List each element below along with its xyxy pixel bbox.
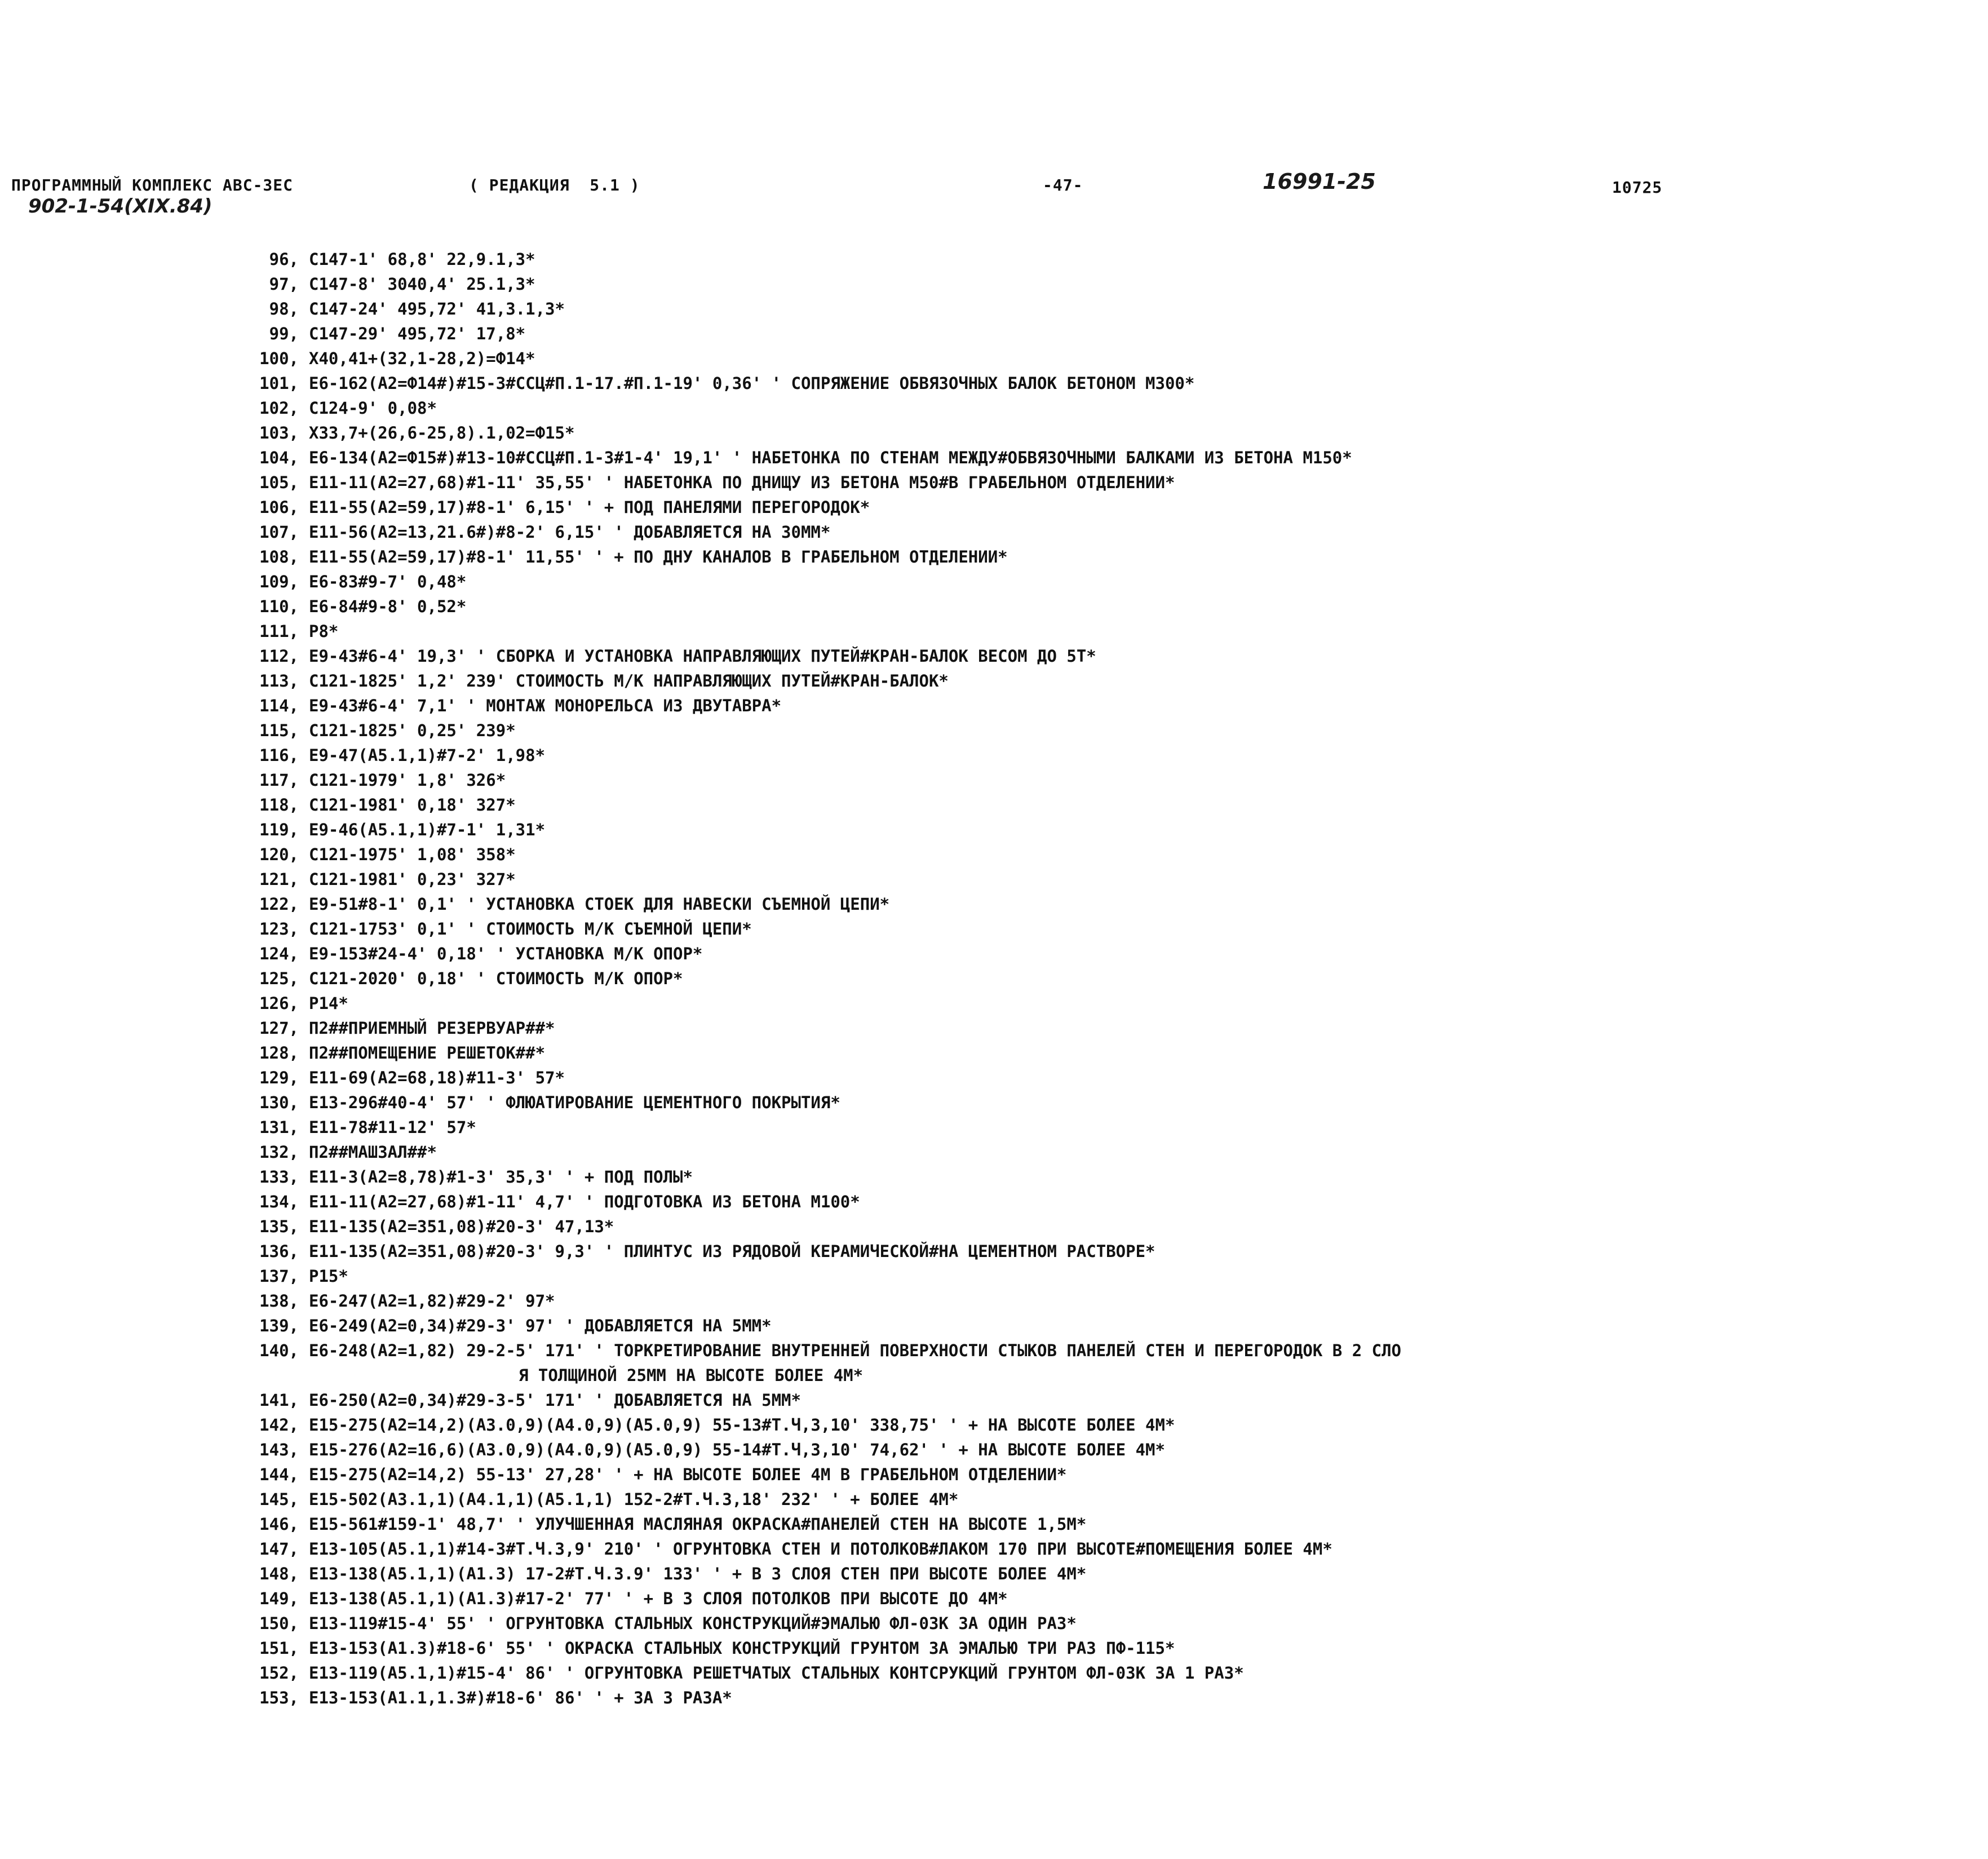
line-text: Е6-248(А2=1,82) 29-2-5' 171' ' ТОРКРЕТИРОВАНИЕ ВНУТРЕННЕЙ ПОВЕРХНОСТИ СТЫКОВ ПАНЕЛЕЙ СТЕН И ПЕРЕГОРОДОК В 2 СЛО — [309, 1341, 1402, 1360]
listing-line — [0, 1016, 1988, 1041]
line-text: С147-8' 3040,4' 25.1,3* — [309, 275, 535, 294]
line-number: 140, — [259, 1341, 299, 1360]
listing-line — [0, 941, 1988, 966]
listing-line — [0, 619, 1988, 644]
line-number: 148, — [259, 1564, 299, 1583]
line-number: 141, — [259, 1391, 299, 1410]
line-text: Е6-134(А2=Ф15#)#13-10#ССЦ#П.1-3#1-4' 19,1' ' НАБЕТОНКА ПО СТЕНАМ МЕЖДУ#ОБВЯЗОЧНЫМИ БАЛКАМИ ИЗ БЕТОНА М150* — [309, 448, 1352, 467]
line-number: 149, — [259, 1589, 299, 1608]
listing-line — [0, 1636, 1988, 1661]
line-text: С121-1979' 1,8' 326* — [309, 771, 506, 790]
line-text: Е15-276(А2=16,6)(А3.0,9)(А4.0,9)(А5.0,9) 55-14#Т.Ч,3,10' 74,62' ' + НА ВЫСОТЕ БОЛЕЕ 4М* — [309, 1440, 1165, 1459]
listing-line — [0, 545, 1988, 569]
line-text: Е15-502(А3.1,1)(А4.1,1)(А5.1,1) 152-2#Т.Ч.3,18' 232' ' + БОЛЕЕ 4М* — [309, 1490, 959, 1509]
listing-line — [0, 371, 1988, 396]
listing-line — [0, 346, 1988, 371]
listing-line — [0, 247, 1988, 272]
line-text: Е9-46(А5.1,1)#7-1' 1,31* — [309, 820, 546, 839]
line-text: Е13-138(А5.1,1)(А1.3) 17-2#Т.Ч.3.9' 133' ' + В 3 СЛОЯ СТЕН ПРИ ВЫСОТЕ БОЛЕЕ 4М* — [309, 1564, 1087, 1583]
line-number: 145, — [259, 1490, 299, 1509]
line-number: 117, — [259, 771, 299, 790]
listing-line — [0, 1388, 1988, 1413]
listing-line — [0, 594, 1988, 619]
handwritten-doc-number: 16991-25 — [1263, 169, 1376, 194]
page-number: -47- — [1043, 176, 1083, 194]
listing-line — [0, 272, 1988, 296]
line-number: 106, — [259, 498, 299, 517]
document-code: 10725 — [1612, 178, 1663, 197]
line-text: С121-1825' 0,25' 239* — [309, 721, 516, 740]
program-title: ПРОГРАММНЫЙ КОМПЛЕКС АВС-3ЕС — [11, 176, 294, 194]
line-number: 123, — [259, 919, 299, 939]
listing-line — [0, 1413, 1988, 1437]
listing-line — [0, 520, 1988, 545]
line-number: 110, — [259, 597, 299, 616]
line-number: 132, — [259, 1143, 299, 1162]
line-number: 134, — [259, 1192, 299, 1211]
line-text: Е11-3(А2=8,78)#1-3' 35,3' ' + ПОД ПОЛЫ* — [309, 1167, 693, 1187]
line-text: Е11-11(А2=27,68)#1-11' 4,7' ' ПОДГОТОВКА ИЗ БЕТОНА М100* — [309, 1192, 860, 1211]
line-text: Е11-135(А2=351,08)#20-3' 9,3' ' ПЛИНТУС ИЗ РЯДОВОЙ КЕРАМИЧЕСКОЙ#НА ЦЕМЕНТНОМ РАСТВОРЕ* — [309, 1242, 1155, 1261]
listing-line — [0, 1487, 1988, 1512]
line-number: 105, — [259, 473, 299, 492]
line-text: Е13-153(А1.3)#18-6' 55' ' ОКРАСКА СТАЛЬНЫХ КОНСТРУКЦИЙ ГРУНТОМ ЗА ЭМАЛЬЮ ТРИ РАЗ ПФ-115* — [309, 1639, 1175, 1658]
listing-line — [0, 396, 1988, 421]
listing-line — [0, 693, 1988, 718]
listing-line — [0, 1561, 1988, 1586]
listing-line — [0, 1289, 1988, 1313]
line-number: 152, — [259, 1663, 299, 1683]
listing-line — [0, 1065, 1988, 1090]
listing-line — [0, 1611, 1988, 1636]
line-number: 101, — [259, 374, 299, 393]
line-text: Е11-69(А2=68,18)#11-3' 57* — [309, 1068, 565, 1087]
line-text: С147-29' 495,72' 17,8* — [309, 324, 526, 343]
line-text: П2##МАШЗАЛ##* — [309, 1143, 437, 1162]
listing-line — [0, 718, 1988, 743]
line-text: Р15* — [309, 1267, 348, 1286]
listing-line — [0, 842, 1988, 867]
listing-line — [0, 1537, 1988, 1561]
line-number: 115, — [259, 721, 299, 740]
line-number: 139, — [259, 1316, 299, 1335]
line-number: 133, — [259, 1167, 299, 1187]
listing-line — [0, 892, 1988, 917]
line-text: С121-1981' 0,18' 327* — [309, 795, 516, 815]
line-number: 138, — [259, 1291, 299, 1311]
line-number: 102, — [259, 399, 299, 418]
line-number: 129, — [259, 1068, 299, 1087]
line-number: 128, — [259, 1043, 299, 1063]
line-text: Е11-55(А2=59,17)#8-1' 11,55' ' + ПО ДНУ КАНАЛОВ В ГРАБЕЛЬНОМ ОТДЕЛЕНИИ* — [309, 547, 1008, 566]
line-text: Х33,7+(26,6-25,8).1,02=Ф15* — [309, 423, 575, 442]
line-number: 153, — [259, 1688, 299, 1707]
line-text: Е6-84#9-8' 0,52* — [309, 597, 467, 616]
listing-line — [0, 495, 1988, 520]
listing-line — [0, 421, 1988, 445]
line-text: С121-1825' 1,2' 239' СТОИМОСТЬ М/К НАПРАВЛЯЮЩИХ ПУТЕЙ#КРАН-БАЛОК* — [309, 671, 949, 691]
line-number: 136, — [259, 1242, 299, 1261]
line-number: 120, — [259, 845, 299, 864]
line-number: 125, — [259, 969, 299, 988]
listing-line — [0, 1685, 1988, 1710]
listing-line — [0, 768, 1988, 793]
listing-line — [0, 1165, 1988, 1189]
line-text: Я ТОЛЩИНОЙ 25ММ НА ВЫСОТЕ БОЛЕЕ 4М* — [519, 1366, 864, 1385]
listing-line — [0, 1041, 1988, 1065]
line-number: 107, — [259, 523, 299, 542]
listing-line — [0, 917, 1988, 941]
line-text: Е11-55(А2=59,17)#8-1' 6,15' ' + ПОД ПАНЕЛЯМИ ПЕРЕГОРОДОК* — [309, 498, 870, 517]
listing-line — [0, 1189, 1988, 1214]
edition-label: ( РЕДАКЦИЯ 5.1 ) — [469, 176, 640, 194]
listing-line — [0, 867, 1988, 892]
listing-line — [0, 991, 1988, 1016]
listing-line — [0, 1115, 1988, 1140]
line-text: Е15-561#159-1' 48,7' ' УЛУЧШЕННАЯ МАСЛЯНАЯ ОКРАСКА#ПАНЕЛЕЙ СТЕН НА ВЫСОТЕ 1,5М* — [309, 1515, 1087, 1534]
line-text: Х40,41+(32,1-28,2)=Ф14* — [309, 349, 535, 368]
line-number: 135, — [259, 1217, 299, 1236]
line-number: 122, — [259, 895, 299, 914]
line-number: 116, — [259, 746, 299, 765]
line-number: 127, — [259, 1019, 299, 1038]
line-number: 100, — [259, 349, 299, 368]
line-text: С124-9' 0,08* — [309, 399, 437, 418]
line-text: Е13-138(А5.1,1)(А1.3)#17-2' 77' ' + В 3 СЛОЯ ПОТОЛКОВ ПРИ ВЫСОТЕ ДО 4М* — [309, 1589, 1008, 1608]
line-number: 143, — [259, 1440, 299, 1459]
listing-line — [0, 1586, 1988, 1611]
line-text: Е13-153(А1.1,1.3#)#18-6' 86' ' + ЗА 3 РАЗА* — [309, 1688, 732, 1707]
line-number: 130, — [259, 1093, 299, 1112]
line-text: Р8* — [309, 622, 339, 641]
line-number: 147, — [259, 1539, 299, 1559]
handwritten-project-number: 902-1-54(XIX.84) — [28, 195, 212, 218]
line-text: Е6-250(А2=0,34)#29-3-5' 171' ' ДОБАВЛЯЕТСЯ НА 5ММ* — [309, 1391, 801, 1410]
line-text: С147-1' 68,8' 22,9.1,3* — [309, 250, 535, 269]
line-number: 96, — [269, 250, 299, 269]
listing-line — [0, 1214, 1988, 1239]
listing-line — [0, 1239, 1988, 1264]
line-number: 113, — [259, 671, 299, 691]
listing-line — [0, 644, 1988, 669]
line-text: Е9-43#6-4' 19,3' ' СБОРКА И УСТАНОВКА НАПРАВЛЯЮЩИХ ПУТЕЙ#КРАН-БАЛОК ВЕСОМ ДО 5Т* — [309, 647, 1096, 666]
line-number: 108, — [259, 547, 299, 566]
line-number: 142, — [259, 1415, 299, 1435]
line-text: Е13-296#40-4' 57' ' ФЛЮАТИРОВАНИЕ ЦЕМЕНТНОГО ПОКРЫТИЯ* — [309, 1093, 840, 1112]
line-number: 151, — [259, 1639, 299, 1658]
listing-line — [0, 321, 1988, 346]
line-number: 114, — [259, 696, 299, 715]
line-number: 150, — [259, 1614, 299, 1633]
line-number: 118, — [259, 795, 299, 815]
line-number: 121, — [259, 870, 299, 889]
line-text: Е11-78#11-12' 57* — [309, 1118, 476, 1137]
listing-line — [0, 296, 1988, 321]
line-number: 131, — [259, 1118, 299, 1137]
line-text: С121-1753' 0,1' ' СТОИМОСТЬ М/К СЪЕМНОЙ ЦЕПИ* — [309, 919, 752, 939]
line-text: Е9-43#6-4' 7,1' ' МОНТАЖ МОНОРЕЛЬСА ИЗ ДВУТАВРА* — [309, 696, 782, 715]
line-text: Е13-119#15-4' 55' ' ОГРУНТОВКА СТАЛЬНЫХ КОНСТРУКЦИЙ#ЭМАЛЬЮ ФЛ-03К ЗА ОДИН РАЗ* — [309, 1614, 1077, 1633]
listing-line — [0, 445, 1988, 470]
listing-line — [0, 1437, 1988, 1462]
listing-line — [0, 793, 1988, 817]
line-text: Е11-56(А2=13,21.6#)#8-2' 6,15' ' ДОБАВЛЯЕТСЯ НА 30ММ* — [309, 523, 831, 542]
line-text: Е6-247(А2=1,82)#29-2' 97* — [309, 1291, 555, 1311]
listing-line — [0, 817, 1988, 842]
line-number: 99, — [269, 324, 299, 343]
line-text: П2##ПОМЕЩЕНИЕ РЕШЕТОК##* — [309, 1043, 546, 1063]
line-text: Е9-47(А5.1,1)#7-2' 1,98* — [309, 746, 546, 765]
listing-line — [0, 966, 1988, 991]
line-number: 144, — [259, 1465, 299, 1484]
line-text: П2##ПРИЕМНЫЙ РЕЗЕРВУАР##* — [309, 1019, 555, 1038]
line-number: 146, — [259, 1515, 299, 1534]
line-text: Е9-51#8-1' 0,1' ' УСТАНОВКА СТОЕК ДЛЯ НАВЕСКИ СЪЕМНОЙ ЦЕПИ* — [309, 895, 890, 914]
listing-line — [0, 669, 1988, 693]
line-text: Е6-162(А2=Ф14#)#15-3#ССЦ#П.1-17.#П.1-19' 0,36' ' СОПРЯЖЕНИЕ ОБВЯЗОЧНЫХ БАЛОК БЕТОНОМ М300* — [309, 374, 1195, 393]
listing-line — [0, 1090, 1988, 1115]
line-number: 126, — [259, 994, 299, 1013]
line-text: Е13-105(А5.1,1)#14-3#Т.Ч.3,9' 210' ' ОГРУНТОВКА СТЕН И ПОТОЛКОВ#ЛАКОМ 170 ПРИ ВЫСОТЕ#ПОМЕЩЕНИЯ БОЛЕЕ 4М* — [309, 1539, 1332, 1559]
listing-line — [0, 1462, 1988, 1487]
line-text: Е9-153#24-4' 0,18' ' УСТАНОВКА М/К ОПОР* — [309, 944, 703, 963]
line-text: Е15-275(А2=14,2)(А3.0,9)(А4.0,9)(А5.0,9) 55-13#Т.Ч,3,10' 338,75' ' + НА ВЫСОТЕ БОЛЕЕ 4М* — [309, 1415, 1175, 1435]
listing-line — [0, 743, 1988, 768]
line-text: Е6-249(А2=0,34)#29-3' 97' ' ДОБАВЛЯЕТСЯ НА 5ММ* — [309, 1316, 772, 1335]
listing-line — [0, 1264, 1988, 1289]
listing-line — [0, 1338, 1988, 1363]
line-number: 137, — [259, 1267, 299, 1286]
line-text: С121-1981' 0,23' 327* — [309, 870, 516, 889]
line-number: 97, — [269, 275, 299, 294]
line-text: Е15-275(А2=14,2) 55-13' 27,28' ' + НА ВЫСОТЕ БОЛЕЕ 4М В ГРАБЕЛЬНОМ ОТДЕЛЕНИИ* — [309, 1465, 1067, 1484]
listing-line — [0, 1363, 1988, 1388]
line-text: С121-2020' 0,18' ' СТОИМОСТЬ М/К ОПОР* — [309, 969, 683, 988]
line-text: Е13-119(А5.1,1)#15-4' 86' ' ОГРУНТОВКА РЕШЕТЧАТЫХ СТАЛЬНЫХ КОНТСРУКЦИЙ ГРУНТОМ ФЛ-03К ЗА 1 РАЗ* — [309, 1663, 1244, 1683]
line-number: 119, — [259, 820, 299, 839]
listing-lines — [0, 247, 1988, 1710]
line-text: Р14* — [309, 994, 348, 1013]
listing-line — [0, 1140, 1988, 1165]
line-number: 104, — [259, 448, 299, 467]
listing-line — [0, 569, 1988, 594]
line-number: 98, — [269, 299, 299, 318]
listing-line — [0, 470, 1988, 495]
line-number: 112, — [259, 647, 299, 666]
listing-line — [0, 1313, 1988, 1338]
listing-line — [0, 1661, 1988, 1685]
line-text: С121-1975' 1,08' 358* — [309, 845, 516, 864]
line-text: Е11-135(А2=351,08)#20-3' 47,13* — [309, 1217, 614, 1236]
line-number: 103, — [259, 423, 299, 442]
line-number: 111, — [259, 622, 299, 641]
line-number: 124, — [259, 944, 299, 963]
line-text: С147-24' 495,72' 41,3.1,3* — [309, 299, 565, 318]
line-number: 109, — [259, 572, 299, 591]
line-text: Е11-11(А2=27,68)#1-11' 35,55' ' НАБЕТОНКА ПО ДНИЩУ ИЗ БЕТОНА М50#В ГРАБЕЛЬНОМ ОТДЕЛЕНИИ* — [309, 473, 1175, 492]
line-text: Е6-83#9-7' 0,48* — [309, 572, 467, 591]
listing-line — [0, 1512, 1988, 1537]
